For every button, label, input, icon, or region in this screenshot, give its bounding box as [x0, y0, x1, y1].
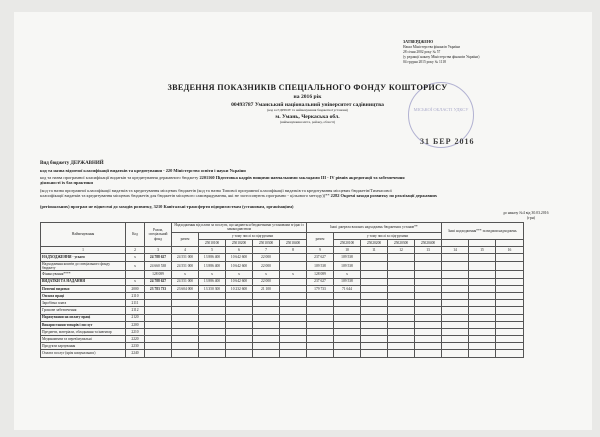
- col-number: 9: [307, 247, 334, 254]
- cell-empty: [361, 292, 388, 299]
- cell-total: [145, 321, 172, 328]
- cell-empty: [415, 254, 442, 261]
- city-note: (найменування міста, району, області): [279, 120, 335, 124]
- cell-empty: [496, 350, 524, 357]
- cell-name: Використання товарів і послуг: [41, 321, 126, 328]
- cell-empty: [442, 307, 469, 314]
- cell-total: [145, 343, 172, 350]
- cell-c4: [280, 350, 307, 357]
- approval-line: 04 грудня 2015 року № 1118: [403, 59, 446, 64]
- cell-c2: [226, 321, 253, 328]
- table-row: [41, 292, 524, 299]
- cell-c3: [253, 336, 280, 343]
- cell-empty: [442, 271, 469, 278]
- as-of-note: до наказу №4 від 30.03.2016: [503, 211, 549, 215]
- cell-c1: х: [199, 271, 226, 278]
- group3-header: Інші надходження*** за видами надходжень: [442, 223, 524, 240]
- table-row: [41, 300, 524, 307]
- code-header: 25020100: [334, 240, 361, 247]
- cell-code: 2000: [126, 285, 145, 292]
- cell-empty: [442, 285, 469, 292]
- cell-c4: [280, 261, 307, 271]
- cell-empty: [388, 254, 415, 261]
- cell-empty: [415, 285, 442, 292]
- document-page: [14, 12, 592, 430]
- cell-g1: 24 551 000: [172, 278, 199, 285]
- cell-empty: [496, 307, 524, 314]
- col-number: 3: [145, 247, 172, 254]
- cell-code: 2200: [126, 321, 145, 328]
- cell-g1: 23 604 000: [172, 285, 199, 292]
- cell-g1: 24 551 000: [172, 254, 199, 261]
- col-number: 7: [253, 247, 280, 254]
- cell-g2: 237 627: [307, 254, 334, 261]
- cell-empty: [442, 350, 469, 357]
- cell-empty: [361, 271, 388, 278]
- code-header: 25020300: [388, 240, 415, 247]
- cell-g1: [172, 300, 199, 307]
- cell-empty: [496, 254, 524, 261]
- cell-c3: 22 000: [253, 278, 280, 285]
- cell-g1: [172, 292, 199, 299]
- cell-empty: [388, 314, 415, 321]
- cell-empty: [469, 314, 496, 321]
- cell-d1: 109 538: [334, 254, 361, 261]
- cell-empty: [442, 336, 469, 343]
- cell-code: 2110: [126, 292, 145, 299]
- cell-g1: [172, 336, 199, 343]
- cell-code: 2111: [126, 300, 145, 307]
- cell-c2: [226, 336, 253, 343]
- cell-g1: [172, 307, 199, 314]
- cell-g1: х: [172, 271, 199, 278]
- cell-g2: 109 538: [307, 261, 334, 271]
- cell-total: 23 783 733: [145, 285, 172, 292]
- col-number: 16: [496, 247, 524, 254]
- cell-c4: [280, 254, 307, 261]
- cell-code: х: [126, 261, 145, 271]
- col-number: 10: [334, 247, 361, 254]
- cell-empty: [361, 321, 388, 328]
- cell-empty: [442, 314, 469, 321]
- header-row-1: [41, 223, 524, 233]
- cell-total: [145, 314, 172, 321]
- cell-empty: [442, 300, 469, 307]
- cell-empty: [442, 328, 469, 335]
- cell-c1: 13 350 300: [199, 285, 226, 292]
- cell-empty: [442, 261, 469, 271]
- table-row: [41, 307, 524, 314]
- cell-total: [145, 292, 172, 299]
- cell-d1: х: [334, 271, 361, 278]
- g2-razom-header: разом: [307, 232, 334, 246]
- cell-empty: [469, 336, 496, 343]
- cell-empty: [388, 336, 415, 343]
- cell-empty: [388, 261, 415, 271]
- col-code-header: Код: [126, 223, 145, 247]
- cell-c2: 10 642 600: [226, 278, 253, 285]
- date-stamp: 31 БЕР 2016: [420, 137, 475, 146]
- cell-empty: [388, 350, 415, 357]
- cell-code: 2220: [126, 336, 145, 343]
- institution-note: (код за ЄДРПОУ та найменування бюджетної установи): [267, 108, 348, 112]
- cell-code: 2240: [126, 350, 145, 357]
- stamp-text: МІСЬКОЇ ОБЛАСТІ УДКСУ: [413, 107, 469, 112]
- cell-empty: [388, 328, 415, 335]
- cell-total: 24 660 538: [145, 261, 172, 271]
- cell-name: Медикаменти та перев'язувальні: [41, 336, 126, 343]
- cell-empty: [496, 314, 524, 321]
- cell-empty: [415, 271, 442, 278]
- cell-empty: [415, 307, 442, 314]
- cell-empty: [415, 343, 442, 350]
- cell-empty: [442, 343, 469, 350]
- cell-empty: [388, 300, 415, 307]
- approval-line: (у редакції наказу Міністерства фінансів України): [403, 54, 480, 59]
- cell-c4: [280, 300, 307, 307]
- cell-c1: [199, 336, 226, 343]
- cell-empty: [388, 343, 415, 350]
- table-row: [41, 350, 524, 357]
- cell-name: Заробітна плата: [41, 300, 126, 307]
- cell-g2: [307, 321, 334, 328]
- cell-code: [126, 271, 145, 278]
- cell-c1: 13 886 400: [199, 278, 226, 285]
- col-number: 15: [469, 247, 496, 254]
- cell-total: 24 788 627: [145, 278, 172, 285]
- cell-empty: [469, 300, 496, 307]
- table-row: [41, 271, 524, 278]
- cell-empty: [496, 285, 524, 292]
- cell-c3: [253, 321, 280, 328]
- table-row: [41, 314, 524, 321]
- cell-empty: [469, 328, 496, 335]
- table-row: [41, 321, 524, 328]
- cell-c3: 22 000: [253, 254, 280, 261]
- cell-empty: [415, 292, 442, 299]
- cell-c3: 21 100: [253, 285, 280, 292]
- cell-empty: [415, 261, 442, 271]
- col-total-header: Разом, спеціальний фонд: [145, 223, 172, 247]
- col-number: 13: [415, 247, 442, 254]
- cell-c2: 10 642 600: [226, 254, 253, 261]
- cell-d1: [334, 307, 361, 314]
- cell-empty: [415, 278, 442, 285]
- cell-name: Фінансування****: [41, 271, 126, 278]
- cell-empty: [361, 307, 388, 314]
- cell-c3: [253, 307, 280, 314]
- cell-d1: [334, 336, 361, 343]
- cell-total: [145, 336, 172, 343]
- cell-c2: х: [226, 271, 253, 278]
- cell-empty: [388, 278, 415, 285]
- institution-name: 00493787 Уманський національний університет садівництва: [231, 102, 384, 108]
- department-code: код та назва відомчої класифікації видатків та кредитування - 220 Міністерство освіти і науки України: [40, 168, 246, 173]
- cell-empty: [361, 254, 388, 261]
- table-row: [41, 254, 524, 261]
- col-name-header: Найменування: [41, 223, 126, 247]
- cell-name: Продукти харчування: [41, 343, 126, 350]
- cell-c2: [226, 343, 253, 350]
- cell-g1: [172, 328, 199, 335]
- cell-empty: [469, 343, 496, 350]
- city-name: м. Умань, Черкаська обл.: [275, 114, 340, 120]
- cell-c1: 13 886 400: [199, 254, 226, 261]
- cell-empty: [496, 336, 524, 343]
- cell-empty: [361, 278, 388, 285]
- cell-g2: [307, 343, 334, 350]
- cell-empty: [442, 278, 469, 285]
- cell-c1: [199, 343, 226, 350]
- cell-c1: [199, 350, 226, 357]
- cell-g2: [307, 292, 334, 299]
- group2-header: Інші джерела власних надходжень бюджетних установ**: [307, 223, 442, 233]
- cell-g2: [307, 350, 334, 357]
- group1-header: Надходження від плати за послуги, що надаються бюджетними установами згідно із законодавством: [172, 223, 307, 233]
- cell-c2: [226, 307, 253, 314]
- cell-c4: [280, 314, 307, 321]
- cell-empty: [415, 328, 442, 335]
- document-year: на 2016 рік: [293, 94, 322, 100]
- cell-empty: [496, 278, 524, 285]
- table-row: [41, 278, 524, 285]
- cell-empty: [415, 321, 442, 328]
- cell-empty: [442, 292, 469, 299]
- cell-total: 128 089: [145, 271, 172, 278]
- group1-sub-header: у тому числі за підгрупами: [199, 232, 307, 239]
- cell-empty: [496, 321, 524, 328]
- cell-empty: [388, 292, 415, 299]
- cell-g2: 179 733: [307, 285, 334, 292]
- cell-g1: [172, 314, 199, 321]
- document-title: ЗВЕДЕННЯ ПОКАЗНИКІВ СПЕЦІАЛЬНОГО ФОНДУ КОШТОРИСУ: [167, 83, 448, 92]
- code-header: 25010300: [253, 240, 280, 247]
- code-header: 25020400: [415, 240, 442, 247]
- cell-total: 24 788 627: [145, 254, 172, 261]
- approval-block: [403, 40, 553, 65]
- cell-total: [145, 300, 172, 307]
- cell-c3: [253, 300, 280, 307]
- approval-line: Наказ Міністерства фінансів України: [403, 44, 460, 49]
- column-number-row: [41, 247, 524, 254]
- cell-total: [145, 307, 172, 314]
- cell-d1: 109 538: [334, 278, 361, 285]
- col-number: 11: [361, 247, 388, 254]
- cell-empty: [496, 292, 524, 299]
- cell-name: Надходження коштів до спеціального фонду бюджету: [41, 261, 126, 271]
- cell-c2: [226, 350, 253, 357]
- document-title-block: [140, 83, 475, 124]
- cell-d1: [334, 328, 361, 335]
- cell-d1: [334, 314, 361, 321]
- cell-name: Оплата послуг (крім комунальних): [41, 350, 126, 357]
- code-header: 25010100: [199, 240, 226, 247]
- col-number: 5: [199, 247, 226, 254]
- cell-empty: [415, 336, 442, 343]
- currency-note: (грн): [527, 216, 536, 220]
- g1-razom-header: разом: [172, 232, 199, 246]
- cell-empty: [496, 328, 524, 335]
- cell-empty: [469, 271, 496, 278]
- col-number: 12: [388, 247, 415, 254]
- cell-code: 2120: [126, 314, 145, 321]
- cell-c1: [199, 307, 226, 314]
- table-row: [41, 328, 524, 335]
- cell-code: 2112: [126, 307, 145, 314]
- cell-name: Поточні видатки: [41, 285, 126, 292]
- cell-c3: [253, 314, 280, 321]
- cell-empty: [415, 300, 442, 307]
- cell-empty: [415, 314, 442, 321]
- cell-c4: [280, 321, 307, 328]
- cell-g2: 128 089: [307, 271, 334, 278]
- cell-g2: [307, 300, 334, 307]
- group2-sub-header: у тому числі за підгрупами: [334, 232, 442, 239]
- cell-code: х: [126, 278, 145, 285]
- col-number: 1: [41, 247, 126, 254]
- cell-name: Оплата праці: [41, 292, 126, 299]
- cell-empty: [469, 285, 496, 292]
- cell-c3: х: [253, 271, 280, 278]
- cell-c2: [226, 300, 253, 307]
- cell-empty: [415, 350, 442, 357]
- cell-c1: [199, 328, 226, 335]
- col-number: 6: [226, 247, 253, 254]
- budget-table: [40, 222, 524, 358]
- cell-c4: [280, 307, 307, 314]
- approval-line: 28 січня 2002 року № 57: [403, 49, 441, 54]
- cell-empty: [361, 314, 388, 321]
- cell-empty: [388, 271, 415, 278]
- cell-c2: 10 642 600: [226, 261, 253, 271]
- cell-empty: [496, 271, 524, 278]
- cell-c4: х: [280, 271, 307, 278]
- col-number: 4: [172, 247, 199, 254]
- col-number: 8: [280, 247, 307, 254]
- cell-c1: 13 886 400: [199, 261, 226, 271]
- code-header: 25020200: [361, 240, 388, 247]
- cell-c4: [280, 285, 307, 292]
- approval-heading: ЗАТВЕРДЖЕНО: [403, 39, 434, 44]
- col-number: 14: [442, 247, 469, 254]
- cell-code: 2230: [126, 343, 145, 350]
- cell-empty: [469, 254, 496, 261]
- cell-g2: [307, 314, 334, 321]
- cell-c4: [280, 292, 307, 299]
- cell-empty: [469, 278, 496, 285]
- cell-g1: [172, 350, 199, 357]
- cell-empty: [469, 321, 496, 328]
- cell-empty: [361, 300, 388, 307]
- program-code: код та назва програмної класифікації видатків та кредитування державного бюджету 2201160 Підготовка кадрів вищими навчальними закладами ІІІ - IV рівнів акредитації та забезпечення діяльності їх баз практики: [40, 175, 405, 186]
- cell-d1: [334, 321, 361, 328]
- cell-name: НАДХОДЖЕННЯ - усього: [41, 254, 126, 261]
- cell-c2: [226, 328, 253, 335]
- cell-empty: [496, 300, 524, 307]
- cell-c3: [253, 350, 280, 357]
- cell-name: Нарахування на оплату праці: [41, 314, 126, 321]
- cell-c1: [199, 314, 226, 321]
- cell-d1: 71 644: [334, 285, 361, 292]
- cell-empty: [361, 261, 388, 271]
- col-number: 2: [126, 247, 145, 254]
- cell-c1: [199, 292, 226, 299]
- cell-empty: [388, 285, 415, 292]
- cell-c4: [280, 278, 307, 285]
- cell-c4: [280, 343, 307, 350]
- cell-name: Предмети, матеріали, обладнання та інвентар: [41, 328, 126, 335]
- table-row: [41, 336, 524, 343]
- cell-empty: [361, 336, 388, 343]
- cell-c3: [253, 343, 280, 350]
- cell-empty: [442, 321, 469, 328]
- cell-empty: [469, 292, 496, 299]
- cell-c2: [226, 292, 253, 299]
- cell-c2: [226, 314, 253, 321]
- cell-c3: [253, 328, 280, 335]
- cell-c2: 10 232 600: [226, 285, 253, 292]
- cell-total: [145, 328, 172, 335]
- cell-empty: [388, 321, 415, 328]
- cell-g1: [172, 321, 199, 328]
- cell-name: ВИДАТКИ ТА НАДАННЯ: [41, 278, 126, 285]
- cell-empty: [496, 261, 524, 271]
- cell-empty: [388, 307, 415, 314]
- cell-g2: [307, 336, 334, 343]
- cell-d1: [334, 300, 361, 307]
- cell-total: [145, 350, 172, 357]
- cell-empty: [361, 350, 388, 357]
- cell-c3: 22 000: [253, 261, 280, 271]
- table-row: [41, 343, 524, 350]
- cell-empty: [361, 328, 388, 335]
- cell-d1: [334, 350, 361, 357]
- budget-type: Вид бюджету ДЕРЖАВНИЙ: [40, 161, 104, 166]
- cell-empty: [469, 350, 496, 357]
- cell-empty: [442, 254, 469, 261]
- table-row: [41, 285, 524, 292]
- cell-g1: [172, 343, 199, 350]
- cell-d1: [334, 292, 361, 299]
- cell-g2: [307, 307, 334, 314]
- cell-empty: [469, 307, 496, 314]
- cell-empty: [361, 285, 388, 292]
- table-row: [41, 261, 524, 271]
- cell-d1: 109 538: [334, 261, 361, 271]
- code-header: 25010200: [226, 240, 253, 247]
- cell-empty: [496, 343, 524, 350]
- cell-c3: [253, 292, 280, 299]
- cell-c4: [280, 328, 307, 335]
- cell-empty: [469, 261, 496, 271]
- cell-g1: 24 551 000: [172, 261, 199, 271]
- cell-c1: [199, 300, 226, 307]
- cell-name: Грошове забезпечення: [41, 307, 126, 314]
- cell-d1: [334, 343, 361, 350]
- cell-g2: [307, 328, 334, 335]
- cell-empty: [361, 343, 388, 350]
- local-budget-code-cont: (регіональних) програм не віднесені до заходів розвитку, 3210 Капітальні трансферти підприємствам (установам, організаціям): [40, 204, 294, 209]
- cell-c4: [280, 336, 307, 343]
- local-budget-code: (код та назва програмної класифікації видатків та кредитування місцевих бюджетів (код та назва Типової програмної класифікації видатків та кредитування місцевих бюджетів/Тимчасової класифікації видатків та кредитування місцевих бюджетів для бюджетів місцевого самоврядування, які не застосовують програмно - цільового методу))** 2282 Окремі заходи розвитку по реалізації державних: [40, 188, 438, 199]
- code-header: 25010400: [280, 240, 307, 247]
- cell-c1: [199, 321, 226, 328]
- cell-code: 2210: [126, 328, 145, 335]
- cell-code: х: [126, 254, 145, 261]
- cell-g2: 237 627: [307, 278, 334, 285]
